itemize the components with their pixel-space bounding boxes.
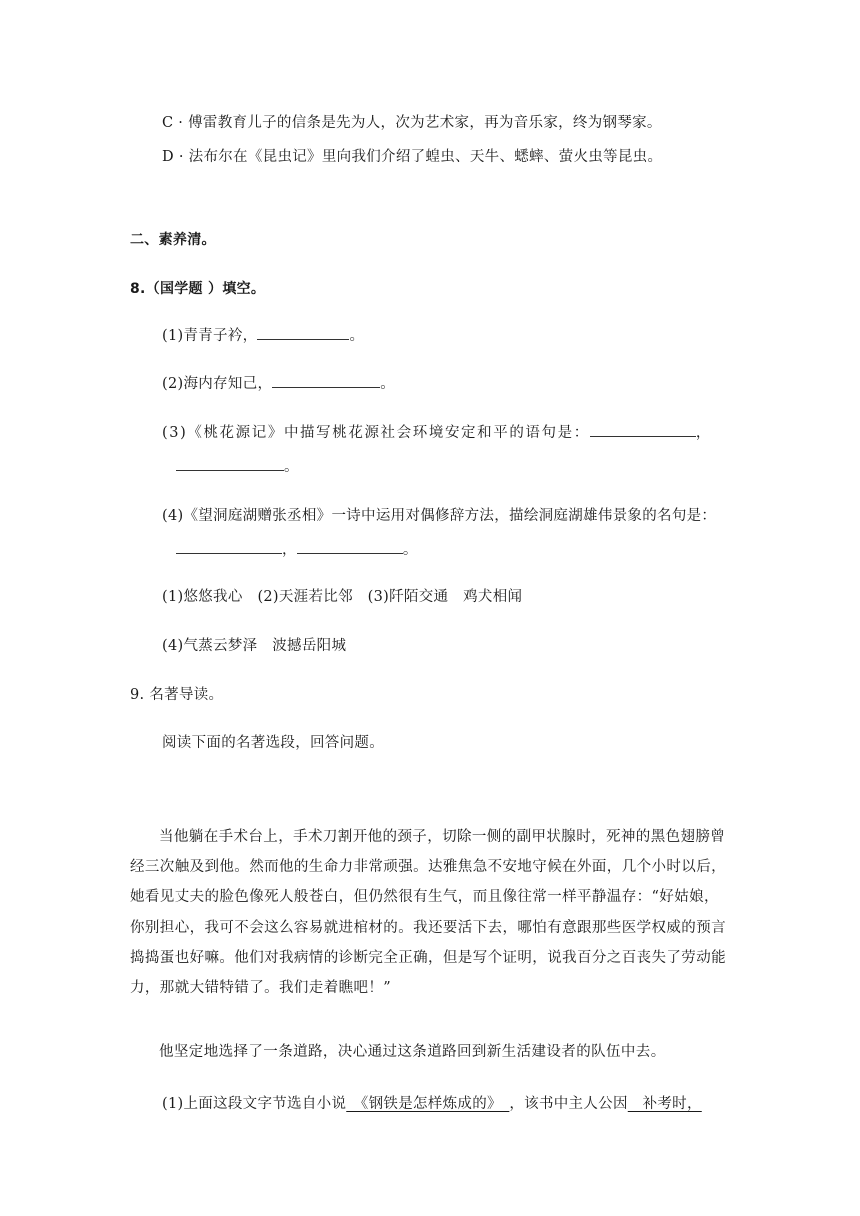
- q8-item-2-text: (2)海内存知己，: [162, 376, 273, 392]
- punct: 。: [349, 328, 365, 344]
- option-c: C · 傅雷教育儿子的信条是先为人，次为艺术家，再为音乐家，终为钢琴家。: [162, 115, 662, 131]
- punct: ，: [282, 542, 297, 558]
- sub1-text-a: (1)上面这段文字节选自小说: [162, 1096, 347, 1112]
- q8-item-3: [162, 421, 712, 442]
- q8-item-4-text: (4)《望洞庭湖赠张丞相》一诗中运用对偶修辞方法，描绘洞庭湖雄伟景象的名句是：: [162, 508, 717, 524]
- sub1-answer-book: 《钢铁是怎样炼成的》: [346, 1096, 510, 1112]
- punct: 。: [402, 542, 418, 558]
- punct: 。: [380, 376, 396, 392]
- q8-item-1-text: (1)青青子衿，: [162, 328, 258, 344]
- punct: ，: [695, 425, 712, 441]
- q9-sub-question-1: [162, 1092, 702, 1113]
- blank-line: [176, 540, 282, 554]
- blank-line: [590, 423, 696, 437]
- sub1-answer-reason: 补考时，: [627, 1096, 702, 1112]
- punct: 。: [284, 459, 299, 475]
- blank-line: [297, 540, 403, 554]
- q8-answers-1: (1)悠悠我心 (2)天涯若比邻 (3)阡陌交通 鸡犬相闻: [162, 589, 523, 605]
- question-9-title: 9. 名著导读。: [130, 687, 224, 703]
- q8-item-4-cont: [176, 538, 418, 559]
- question-8-title: 8.（国学题 ）填空。: [130, 281, 266, 297]
- passage-paragraph-1: 当他躺在手术台上，手术刀割开他的颈子，切除一侧的副甲状腺时，死神的黑色翅膀曾经三次触及到他。然而他的生命力非常顽强。达雅焦急不安地守候在外面，几个小时以后，她看见丈夫的脸色像死人般苍白，但仍然很有生气，而且像往常一样平静温存：“好姑娘，你别担心，我可不会这么容易就进棺材的。我还要活下去，哪怕有意跟那些医学权威的预言捣捣蛋也好嘛。他们对我病情的诊断完全正确，但是写个证明，说我百分之百丧失了劳动能力，那就大错特错了。我们走着瞧吧！”: [130, 829, 726, 997]
- sub1-text-b: ，该书中主人公因: [509, 1096, 628, 1112]
- q9-instruction: 阅读下面的名著选段，回答问题。: [162, 735, 384, 751]
- blank-line: [272, 374, 380, 388]
- blank-line: [176, 457, 284, 471]
- q8-item-3-text: (3)《桃花源记》中描写桃花源社会环境安定和平的语句是：: [162, 425, 590, 441]
- option-d: D · 法布尔在《昆虫记》里向我们介绍了蝗虫、天牛、蟋蟀、萤火虫等昆虫。: [162, 149, 663, 165]
- q8-item-4: [162, 504, 716, 525]
- passage-paragraph-2: 他坚定地选择了一条道路，决心通过这条道路回到新生活建设者的队伍中去。: [159, 1044, 666, 1060]
- q8-item-2: [162, 372, 395, 393]
- q8-answers-2: (4)气蒸云梦泽 波撼岳阳城: [162, 638, 347, 654]
- q8-item-1: [162, 324, 364, 345]
- section-title: 二、素养清。: [130, 232, 216, 248]
- blank-line: [257, 326, 349, 340]
- q8-item-3-cont: [176, 455, 299, 476]
